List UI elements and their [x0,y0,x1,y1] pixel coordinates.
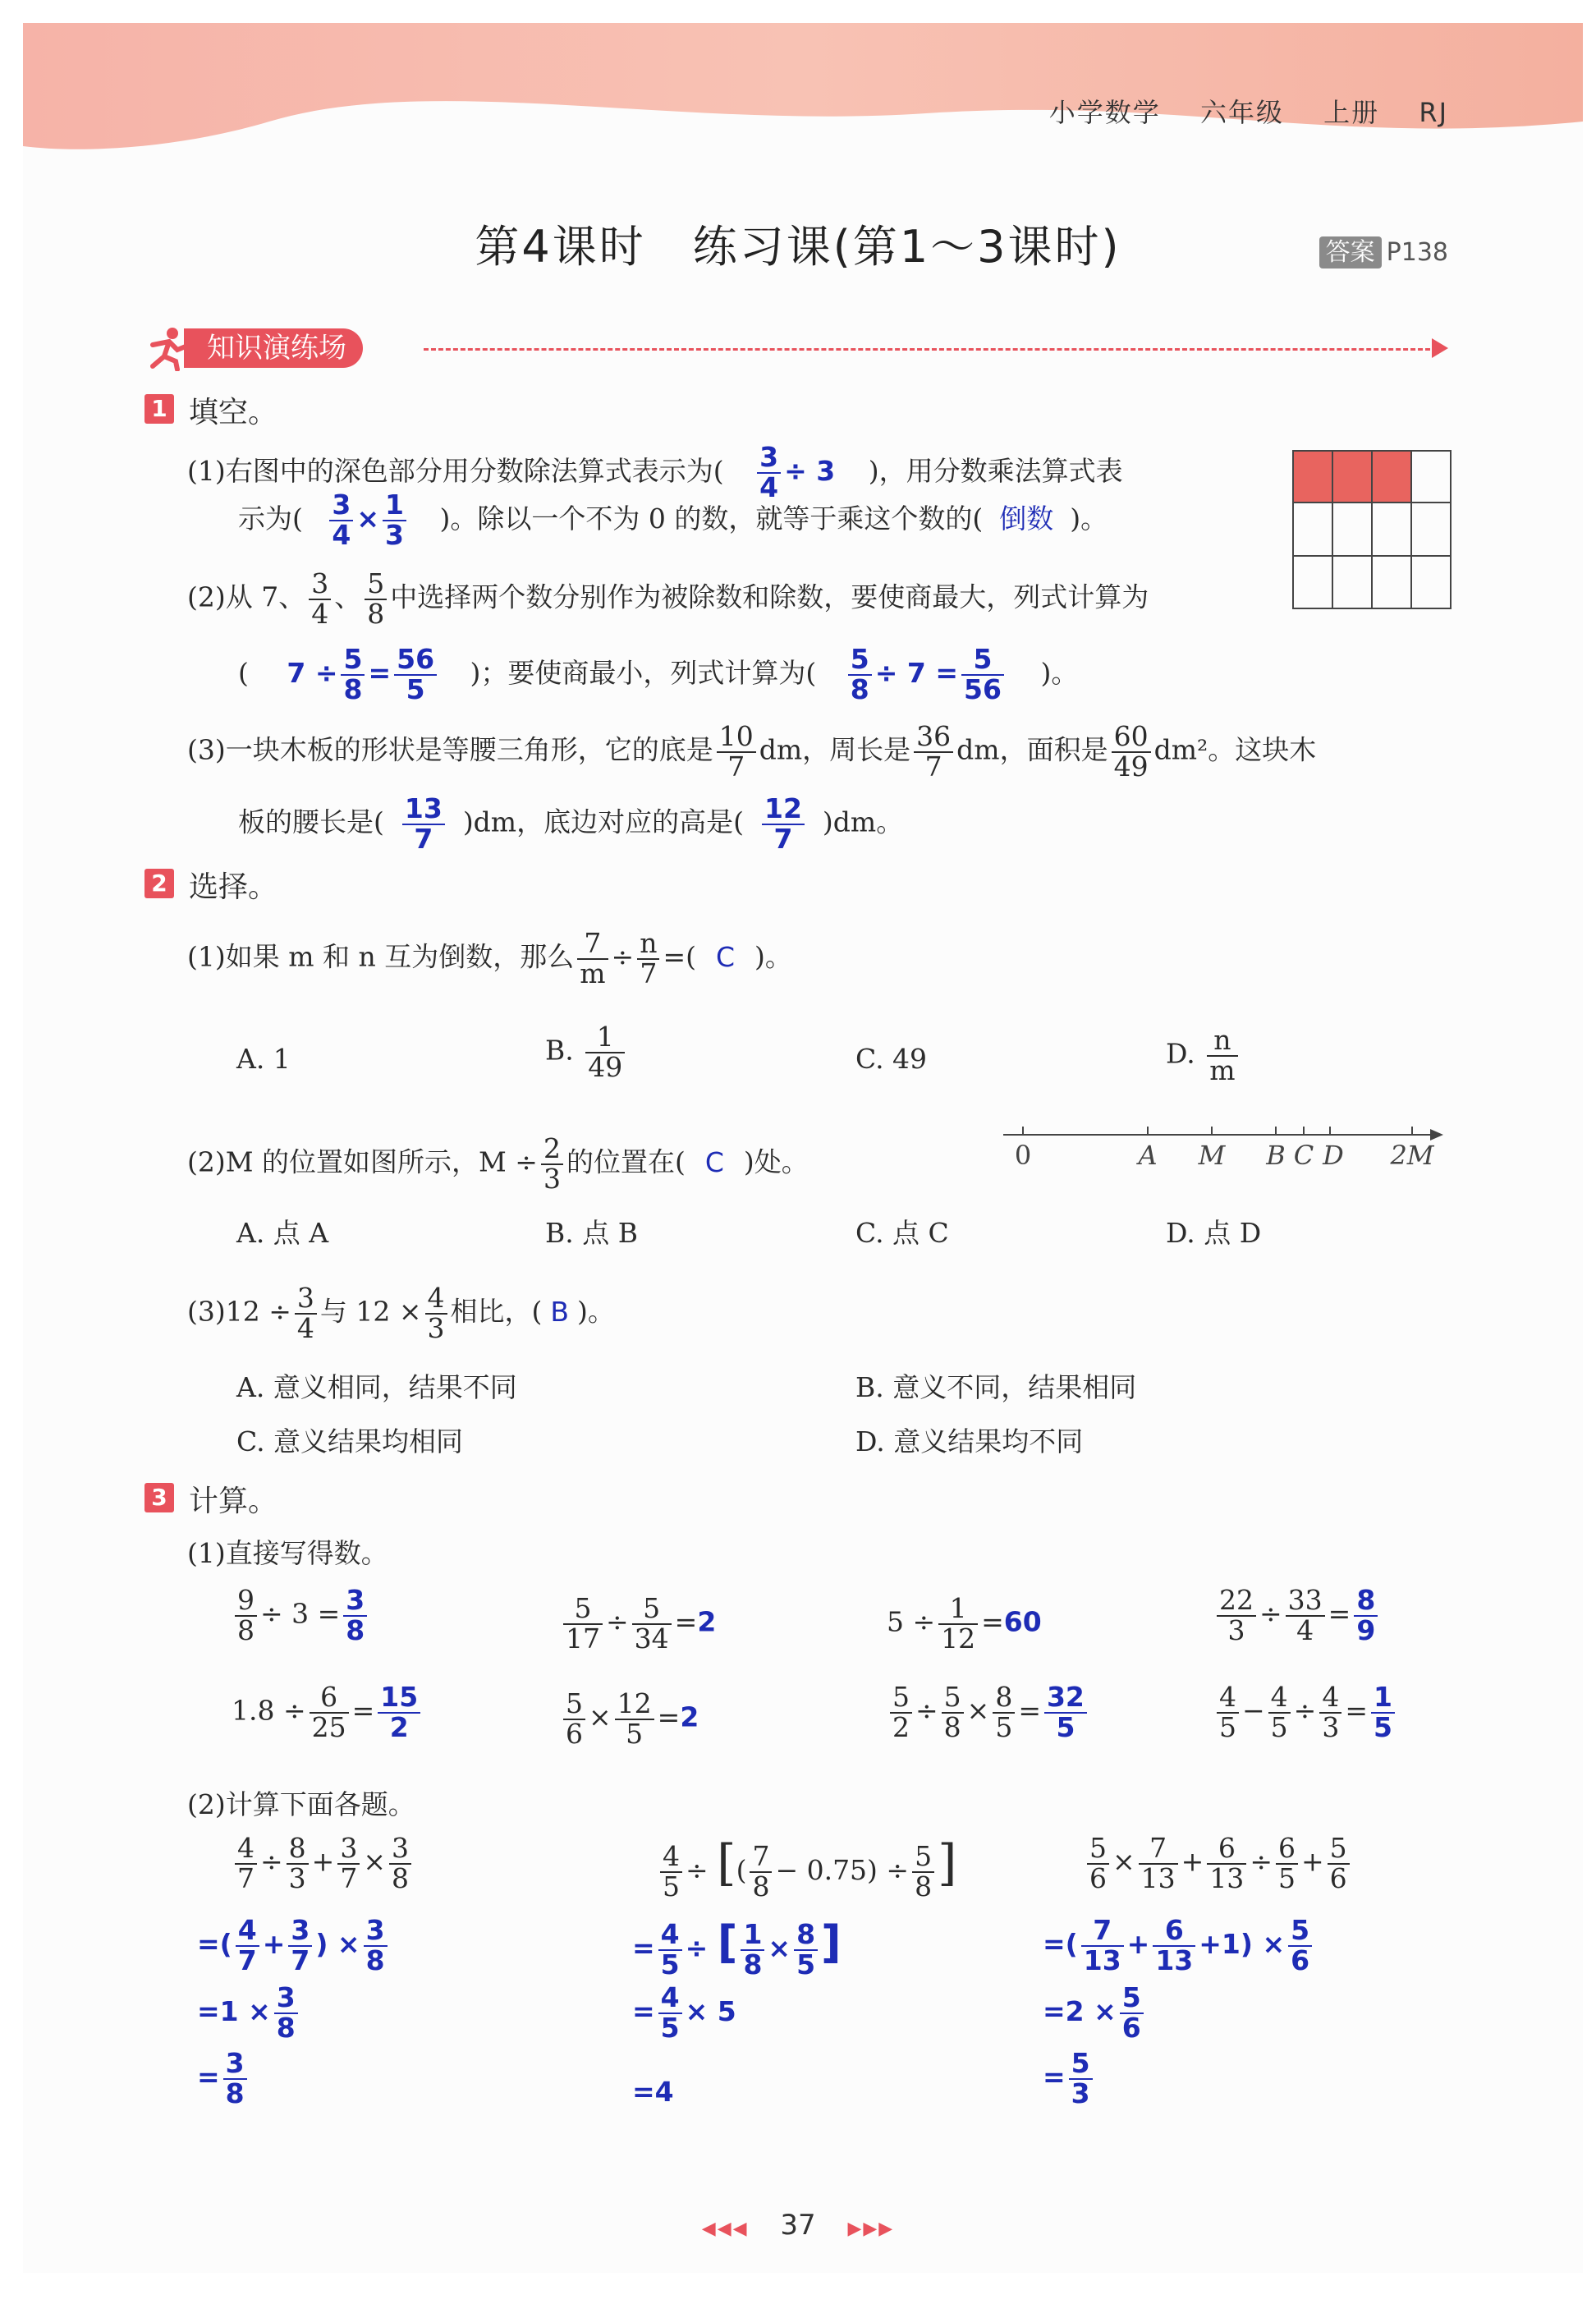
volume: 上册 [1323,97,1380,128]
solution-step: = $\frac{3}{8}$ [197,2049,250,2108]
grade: 六年级 [1199,97,1284,128]
answer-page: P138 [1386,238,1448,267]
answer-reference [1319,232,1448,268]
question-title: 计算。 [189,1485,278,1518]
q1-part3-line1: (3)一块木板的形状是等腰三角形，它的底是 $\frac{10}{7}$ dm，周长是 $\frac{36}{7}$ dm，面积是 $\frac{60}{49}$ dm²。这块木 [187,720,1317,783]
q3-sub2-title: (2)计算下面各题。 [187,1788,415,1820]
lesson-title: 第4课时 练习课(第1～3课时) [475,221,1121,273]
calc-item: $\frac{22}{3}$ ÷ $\frac{33}{4}$ = $\frac{8}{9}$ [1213,1586,1381,1645]
section-divider [424,348,1430,351]
q1-part2-line2: ( 7 ÷ $\frac{5}{8}$ = $\frac{56}{5}$ )；要使商最小，列式计算为( $\frac{5}{8}$ ÷ 7 = $\frac{5}{56}$ )。 [238,643,1079,705]
option-c: C. 意义结果均相同 [236,1425,464,1457]
worked-problem-1: $\frac{4}{7}$ ÷ $\frac{8}{3}$ + $\frac{3}{7}$ × $\frac{3}{8}$ [232,1834,415,1893]
left-arrows-icon: ◀◀◀ [701,2219,749,2239]
section-title: 知识演练场 [184,328,363,368]
q1-part3-line2: 板的腰长是( $\frac{13}{7}$ )dm，底边对应的高是( $\frac{12}{7}$ )dm。 [238,792,904,855]
q1-part1-line1: (1)右图中的深色部分用分数除法算式表示为( $\frac{3}{4}$ ÷ 3 )，用分数乘法算式表 [187,441,1123,503]
question-title: 填空。 [189,396,278,429]
tick-label: B [1266,1140,1286,1171]
book-info [1031,92,1448,130]
answer-text: 倒数 [999,503,1054,535]
option-a: A. 1 [236,1043,291,1075]
option-b: B. 意义不同，结果相同 [855,1371,1137,1403]
calc-item: 1.8 ÷ $\frac{6}{25}$ = $\frac{15}{2}$ [232,1683,424,1742]
calc-item: 5 ÷ $\frac{1}{12}$ =60 [887,1592,1042,1655]
solution-step: =4 [632,2076,674,2108]
q1-part2-line1: (2)从 7、 $\frac{3}{4}$ 、 $\frac{5}{8}$ 中选择两个数分别作为被除数和除数，要使商最大，列式计算为 [187,567,1149,630]
section-banner [144,324,1455,376]
option-c: C. 49 [855,1043,928,1075]
tick-label: A [1138,1140,1158,1171]
option-b: B. 点 B [545,1217,638,1249]
option-c: C. 点 C [855,1217,949,1249]
option-d: D. 意义结果均不同 [855,1425,1084,1457]
worked-problem-3: $\frac{5}{6}$ × $\frac{7}{13}$ + $\frac{6}{13}$ ÷ $\frac{6}{5}$ + $\frac{5}{6}$ [1084,1834,1353,1893]
question-number: 2 [144,869,174,898]
option-b: B. $\frac{1}{49}$ [545,1023,628,1081]
number-line [1003,1113,1447,1171]
solution-step: = $\frac{4}{5}$ ÷ [ $\frac{1}{8}$ × $\frac{8}{5}$ ] [632,1916,842,1980]
arrow-right-icon [1432,338,1448,358]
q3-sub1-title: (1)直接写得数。 [187,1537,388,1569]
solution-step: = $\frac{5}{3}$ [1043,2049,1096,2108]
solution-step: =( $\frac{7}{13}$ + $\frac{6}{13}$ +1) × $\frac{5}{6}$ [1043,1916,1315,1975]
solution-step: =1 × $\frac{3}{8}$ [197,1984,301,2042]
subject: 小学数学 [1048,97,1161,128]
calc-item: $\frac{9}{8}$ ÷ 3 = $\frac{3}{8}$ [232,1586,370,1645]
tick-label: D [1323,1140,1344,1171]
tick-label: 2M [1390,1140,1434,1171]
q2-part2: (2)M 的位置如图所示，M ÷ $\frac{2}{3}$ 的位置在( C )处。 [187,1132,809,1195]
question-number: 3 [144,1483,174,1512]
worked-problem-2: $\frac{4}{5}$ ÷ [( $\frac{7}{8}$ − 0.75) ÷ $\frac{5}{8}$ ] [657,1834,957,1902]
answer-choice: C [716,940,736,973]
page-footer [0,2209,1596,2242]
q1-part1-line2: 示为( $\frac{3}{4}$ × $\frac{1}{3}$ )。除以一个不为 0 的数，就等于乘这个数的( 倒数 )。 [238,489,1108,551]
solution-step: = $\frac{4}{5}$ × 5 [632,1981,736,2044]
answer-choice: C [704,1145,724,1178]
fraction-grid [1292,450,1452,609]
tick-label: M [1198,1140,1226,1171]
question-number: 1 [144,394,174,424]
option-d: D. $\frac{n}{m}$ [1166,1026,1241,1085]
option-a: A. 点 A [236,1217,329,1249]
question-title: 选择。 [189,870,278,904]
q2-part3: (3)12 ÷ $\frac{3}{4}$ 与 12 × $\frac{4}{3}$ 相比，( B )。 [187,1282,615,1344]
calc-item: $\frac{4}{5}$ − $\frac{4}{5}$ ÷ $\frac{4}{3}$ = $\frac{1}{5}$ [1213,1683,1398,1742]
q2-part1: (1)如果 m 和 n 互为倒数，那么 $\frac{7}{m}$ ÷ $\frac{n}{7}$ =( C )。 [187,927,792,989]
page-number: 37 [780,2209,816,2242]
right-arrows-icon: ▶▶▶ [847,2219,895,2239]
option-a: A. 意义相同，结果不同 [236,1371,517,1403]
solution-step: =( $\frac{4}{7}$ + $\frac{3}{7}$ ) × $\frac{3}{8}$ [197,1916,391,1975]
calc-item: $\frac{5}{17}$ ÷ $\frac{5}{34}$ =2 [560,1595,716,1653]
tick-label: C [1293,1140,1314,1171]
calc-item: $\frac{5}{2}$ ÷ $\frac{5}{8}$ × $\frac{8}{5}$ = $\frac{32}{5}$ [887,1683,1090,1742]
calc-item: $\frac{5}{6}$ × $\frac{12}{5}$ =2 [560,1690,699,1748]
edition: RJ [1419,97,1448,128]
solution-step: =2 × $\frac{5}{6}$ [1043,1984,1147,2042]
option-d: D. 点 D [1166,1217,1262,1249]
answer-choice: B [550,1295,570,1328]
tick-label: 0 [1014,1140,1032,1171]
answer-label: 答案 [1319,236,1382,268]
